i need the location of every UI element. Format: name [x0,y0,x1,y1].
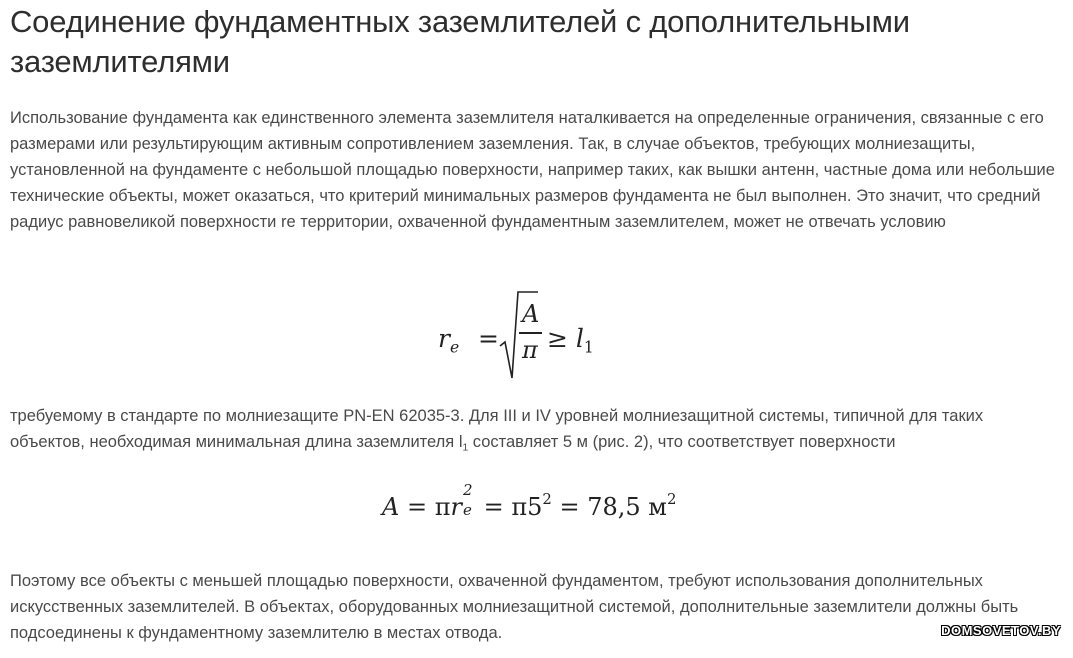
paragraph-standard-text-end: составляет 5 м (рис. 2), что соответствует поверхности [468,433,896,451]
paragraph-standard-subscript: 1 [462,442,469,454]
fraction-denominator: π [522,336,538,364]
paragraph-intro: Использование фундамента как единственного элемента заземлителя наталкивается на определенные ограничения, связанные с его размерами или результирующим активным сопротивлением заземления. Так, в случае объектов, требующих молниезащиты, установленной на фундаменте с небольшой площадью поверхности, например таких, как вышки антенн, частные дома или небольшие технические объекты, может оказаться, что критерий минимальных размеров фундамента не был выполнен. Это значит, что средний радиус равновеликой поверхности re территории, охваченной фундаментным заземлителем, может не отвечать условию [10,109,1055,231]
paragraph-standard [10,403,1060,462]
fraction-bar [519,332,542,334]
formula-area [382,481,677,530]
formula-area-expression: A = πr 2 e = $\pi 5^2 = 78,5$ $м^2$ [382,481,677,522]
watermark-logo: DOMSOVETOV.BY [941,623,1061,638]
article-title: Соединение фундаментных заземлителей с дополнительными заземлителями [10,4,910,79]
formula-rhs: ≥ $l_1$ [547,324,594,357]
paragraph-conclusion: Поэтому все объекты с меньшей площадью поверхности, охваченной фундаментом, требуют использования дополнительных искусственных заземлителей. В объектах, оборудованных молниезащитной системой, дополнительные заземлители должны быть подсоединены к фундаментному заземлителю в местах отвода. [10,572,1019,642]
paragraph-standard-text: требуемому в стандарте по молниезащите PN-EN 62035-3. Для III и IV уровней молниезащитной системы, типичной для таких объектов, необходимая минимальная длина заземлителя l [10,407,984,451]
formula-lhs: $r_e$ [438,324,460,357]
formula-equals: = [478,324,499,353]
fraction-numerator: A [522,300,540,328]
